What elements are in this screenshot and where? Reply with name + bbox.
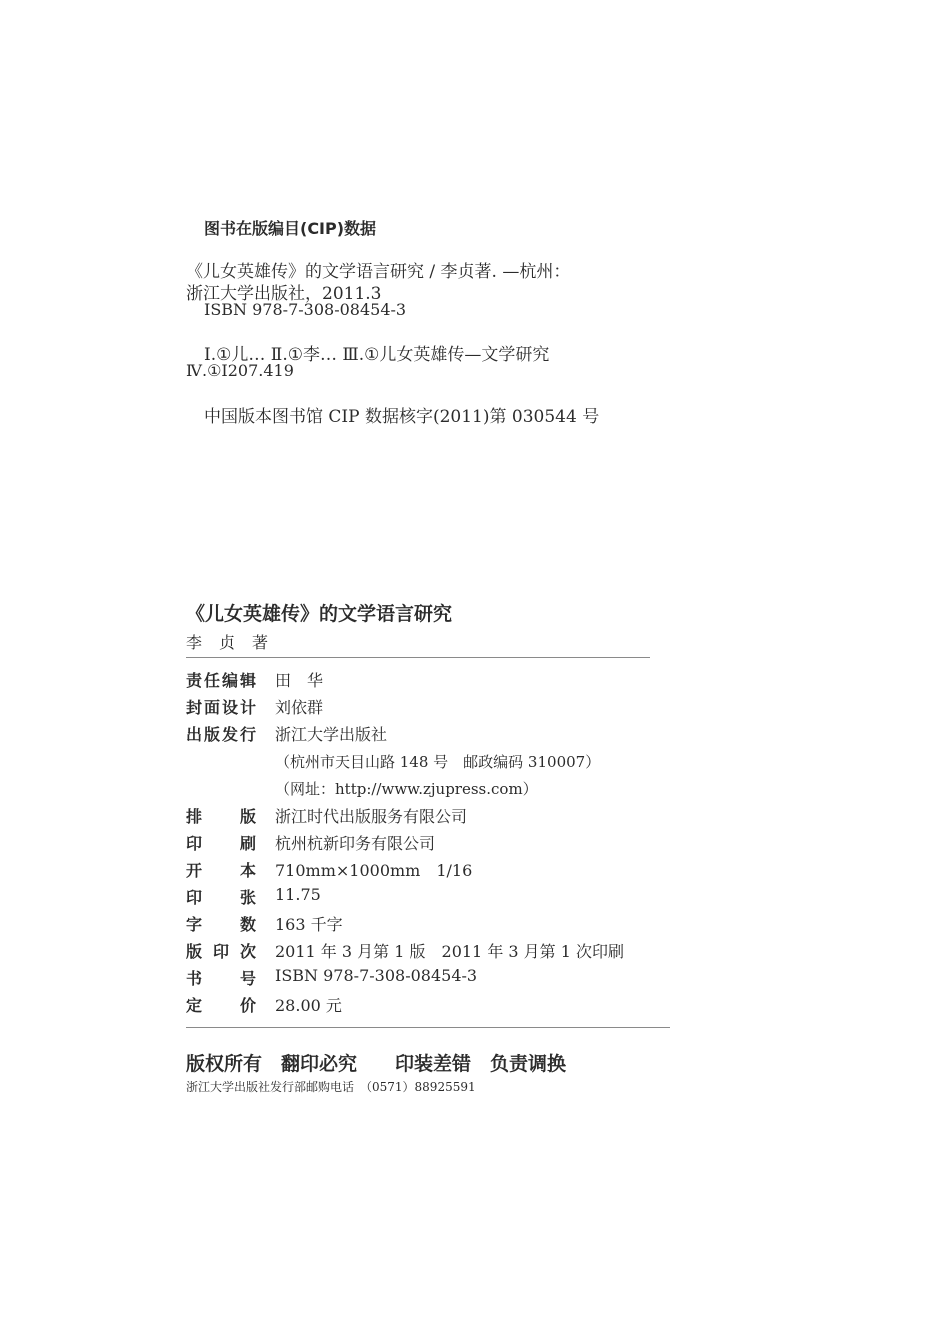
row-label: 封面设计 bbox=[186, 698, 256, 717]
row-label: 出版发行 bbox=[186, 725, 256, 744]
row-value: 浙江时代出版服务有限公司 bbox=[275, 807, 468, 826]
row-label: 字数 bbox=[186, 915, 256, 934]
cip-title-line: 《儿女英雄传》的文学语言研究 / 李贞著. —杭州： bbox=[186, 262, 571, 282]
book-title: 《儿女英雄传》的文学语言研究 bbox=[186, 603, 453, 625]
row-label: 版印次 bbox=[186, 942, 256, 961]
row-label: 印张 bbox=[186, 888, 256, 907]
row-value: 浙江大学出版社 bbox=[275, 725, 388, 744]
row-value: 710mm×1000mm 1/16 bbox=[275, 861, 473, 880]
row-label: 印刷 bbox=[186, 834, 256, 853]
publisher-website: （网址：http://www.zjupress.com） bbox=[275, 780, 538, 798]
row-value: 杭州杭新印务有限公司 bbox=[275, 834, 436, 853]
row-value: 163 千字 bbox=[275, 915, 343, 934]
cip-heading: 图书在版编目(CIP)数据 bbox=[204, 219, 377, 238]
cip-publisher-line: 浙江大学出版社，2011.3 bbox=[186, 284, 382, 304]
cip-classification-line: Ⅳ.①I207.419 bbox=[186, 361, 294, 380]
row-value: 2011 年 3 月第 1 版 2011 年 3 月第 1 次印刷 bbox=[275, 942, 625, 961]
row-value: 11.75 bbox=[275, 885, 321, 904]
row-value: 田 华 bbox=[275, 671, 324, 690]
row-value: ISBN 978-7-308-08454-3 bbox=[275, 966, 478, 985]
row-value: 刘依群 bbox=[275, 698, 324, 717]
row-label: 书号 bbox=[186, 969, 256, 988]
row-value: 28.00 元 bbox=[275, 996, 342, 1015]
cip-isbn-line: ISBN 978-7-308-08454-3 bbox=[204, 300, 407, 319]
book-author: 李贞著 bbox=[186, 633, 286, 652]
cip-subject-line: Ⅰ.①儿… Ⅱ.①李… Ⅲ.①儿女英雄传—文学研究 bbox=[204, 345, 550, 365]
bottom-divider bbox=[186, 1027, 670, 1028]
rights-notice: 版权所有 翻印必究 印装差错 负责调换 bbox=[186, 1053, 567, 1075]
row-label: 责任编辑 bbox=[186, 671, 256, 690]
row-label: 开本 bbox=[186, 861, 256, 880]
top-divider bbox=[186, 657, 650, 658]
order-phone: 浙江大学出版社发行部邮购电话 （0571）88925591 bbox=[186, 1080, 476, 1094]
publisher-address: （杭州市天目山路 148 号 邮政编码 310007） bbox=[275, 753, 601, 771]
row-label: 排版 bbox=[186, 807, 256, 826]
row-label: 定价 bbox=[186, 996, 256, 1015]
cip-record-number: 中国版本图书馆 CIP 数据核字(2011)第 030544 号 bbox=[204, 407, 600, 427]
